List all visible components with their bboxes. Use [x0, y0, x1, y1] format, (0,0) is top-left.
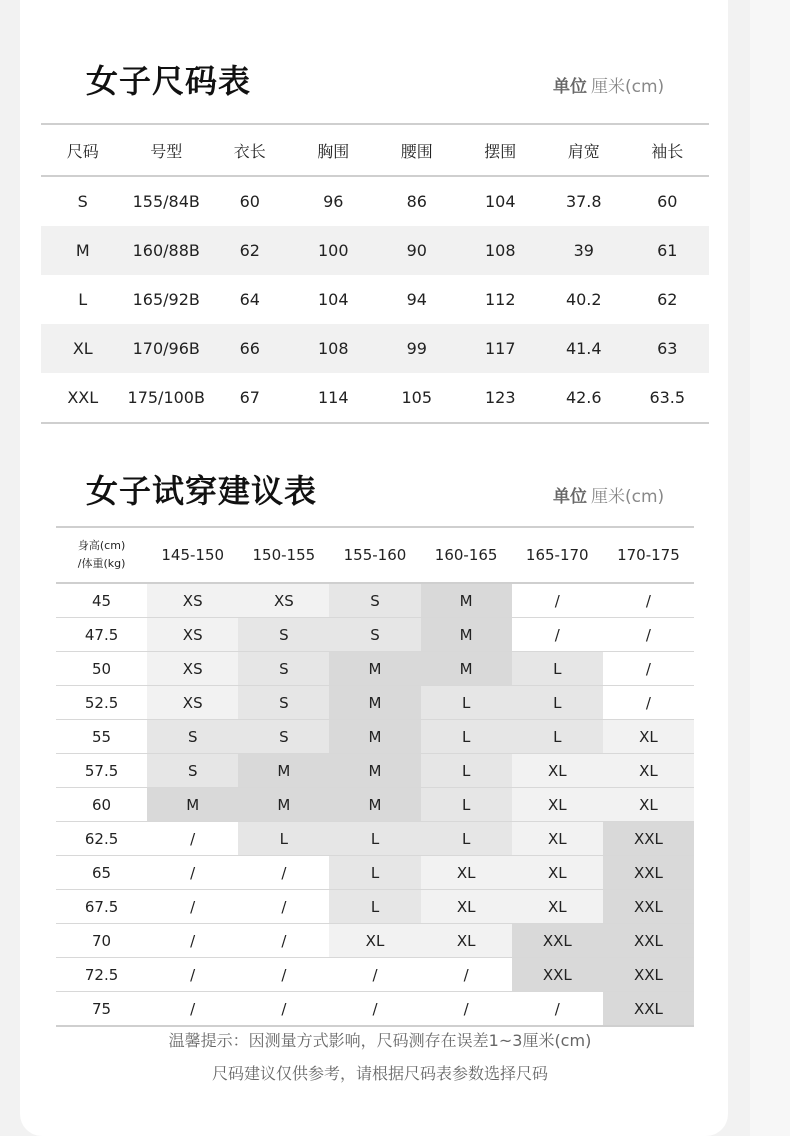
- fit-size-cell: XXL: [603, 856, 694, 890]
- size-cell: 61: [626, 226, 710, 275]
- fit-size-cell: /: [238, 958, 329, 992]
- fit-size-cell: S: [147, 754, 238, 788]
- size-cell: 99: [375, 324, 459, 373]
- fit-size-cell: XL: [512, 890, 603, 924]
- fit-size-cell: XL: [421, 924, 512, 958]
- fit-chart-title: 女子试穿建议表: [86, 472, 318, 510]
- unit-label: 单位: [553, 77, 587, 97]
- fit-weight-cell: 62.5: [56, 822, 147, 856]
- fit-size-cell: XXL: [603, 958, 694, 992]
- size-cell: 94: [406, 290, 427, 309]
- fit-height-header: 165-170: [512, 527, 603, 583]
- fit-table-row: [56, 958, 694, 992]
- fit-height-header: 160-165: [421, 527, 512, 583]
- fit-size-cell: /: [238, 992, 329, 1027]
- fit-size-cell: XL: [603, 788, 694, 822]
- size-col-header: 号型: [125, 124, 209, 176]
- size-col-header: 袖长: [626, 124, 710, 176]
- fit-size-cell: /: [329, 958, 420, 992]
- size-table-row: [41, 373, 709, 423]
- fit-size-cell: XS: [147, 618, 238, 652]
- size-cell: 155/84B: [132, 192, 200, 211]
- fit-size-cell: XL: [512, 822, 603, 856]
- fit-size-cell: XL: [512, 754, 603, 788]
- size-cell: 37.8: [565, 192, 602, 211]
- fit-size-cell: L: [512, 720, 603, 754]
- fit-table-row: [56, 686, 694, 720]
- fit-size-cell: M: [238, 754, 329, 788]
- corner-height-label: 身高(cm): [77, 539, 126, 552]
- size-cell: 60: [657, 192, 678, 211]
- size-cell: 42.6: [565, 388, 602, 407]
- size-col-header: 胸围: [292, 124, 376, 176]
- note-line-1: 温馨提示：因测量方式影响，尺码测存在误差1~3厘米(cm): [168, 1031, 592, 1050]
- fit-size-cell: M: [421, 583, 512, 618]
- size-cell: 160/88B: [125, 226, 209, 275]
- fit-table-row: [56, 652, 694, 686]
- size-cell: 117: [459, 324, 543, 373]
- fit-size-cell: XS: [147, 583, 238, 618]
- fit-corner-header: [56, 527, 147, 583]
- fit-size-cell: M: [329, 754, 420, 788]
- size-cell: 104: [484, 192, 516, 211]
- fit-size-cell: L: [512, 686, 603, 720]
- fit-size-cell: M: [329, 788, 420, 822]
- fit-size-cell: XXL: [603, 992, 694, 1027]
- size-cell: S: [77, 192, 88, 211]
- unit-label: 单位: [553, 487, 587, 507]
- fit-size-cell: XL: [421, 856, 512, 890]
- size-cell: 112: [484, 290, 516, 309]
- fit-size-cell: /: [512, 583, 603, 618]
- fit-size-cell: L: [329, 856, 420, 890]
- fit-size-cell: /: [147, 924, 238, 958]
- fit-table-row: [56, 618, 694, 652]
- fit-weight-cell: 60: [56, 788, 147, 822]
- size-cell: 64: [239, 290, 260, 309]
- fit-size-cell: M: [329, 686, 420, 720]
- size-table-row: [41, 324, 709, 373]
- size-chart-unit: [553, 72, 664, 97]
- fit-size-cell: /: [238, 856, 329, 890]
- size-cell: 100: [292, 226, 376, 275]
- size-cell: 63.5: [649, 388, 686, 407]
- size-cell: 86: [406, 192, 427, 211]
- fit-table-row: [56, 992, 694, 1027]
- fit-size-cell: /: [147, 992, 238, 1027]
- size-table: [41, 123, 709, 424]
- fit-size-cell: M: [329, 652, 420, 686]
- size-cell: 114: [317, 388, 349, 407]
- fit-size-cell: /: [421, 992, 512, 1027]
- fit-size-cell: L: [329, 822, 420, 856]
- fit-weight-cell: 55: [56, 720, 147, 754]
- fit-weight-cell: 45: [56, 583, 147, 618]
- size-cell: 66: [208, 324, 292, 373]
- fit-table: [56, 526, 694, 1027]
- fit-table-row: [56, 924, 694, 958]
- fit-table-row: [56, 583, 694, 618]
- fit-size-cell: /: [147, 890, 238, 924]
- fit-size-cell: M: [421, 652, 512, 686]
- fit-weight-cell: 52.5: [56, 686, 147, 720]
- fit-size-cell: S: [238, 720, 329, 754]
- fit-size-cell: L: [329, 890, 420, 924]
- fit-size-cell: M: [329, 720, 420, 754]
- fit-height-header: 150-155: [238, 527, 329, 583]
- fit-size-cell: XL: [329, 924, 420, 958]
- fit-size-cell: /: [512, 992, 603, 1027]
- size-cell: 62: [208, 226, 292, 275]
- fit-table-header-row: [56, 527, 694, 583]
- size-cell: 60: [239, 192, 260, 211]
- size-col-header: 尺码: [41, 124, 125, 176]
- fit-size-cell: M: [147, 788, 238, 822]
- fit-height-header: 145-150: [147, 527, 238, 583]
- size-cell: 165/92B: [132, 290, 200, 309]
- fit-size-cell: /: [147, 822, 238, 856]
- size-cell: 123: [484, 388, 516, 407]
- fit-size-cell: /: [512, 618, 603, 652]
- fit-table-row: [56, 720, 694, 754]
- fit-weight-cell: 70: [56, 924, 147, 958]
- size-cell: 108: [292, 324, 376, 373]
- size-col-header: 摆围: [459, 124, 543, 176]
- fit-size-cell: L: [421, 754, 512, 788]
- size-cell: 39: [542, 226, 626, 275]
- fit-size-cell: XXL: [512, 924, 603, 958]
- size-cell: 62: [657, 290, 678, 309]
- size-col-header: 衣长: [208, 124, 292, 176]
- fit-weight-cell: 65: [56, 856, 147, 890]
- fit-size-cell: /: [603, 618, 694, 652]
- fit-size-cell: /: [238, 890, 329, 924]
- size-cell: 63: [626, 324, 710, 373]
- size-cell: 67: [239, 388, 260, 407]
- size-table-row: [41, 275, 709, 324]
- size-table-row: [41, 226, 709, 275]
- fit-size-cell: L: [238, 822, 329, 856]
- fit-size-cell: XL: [421, 890, 512, 924]
- fit-size-cell: L: [421, 822, 512, 856]
- fit-size-cell: /: [147, 856, 238, 890]
- size-cell: 40.2: [565, 290, 602, 309]
- fit-table-row: [56, 856, 694, 890]
- fit-size-cell: XXL: [603, 890, 694, 924]
- fit-weight-cell: 57.5: [56, 754, 147, 788]
- size-col-header: 肩宽: [542, 124, 626, 176]
- fit-weight-cell: 72.5: [56, 958, 147, 992]
- fit-size-cell: /: [603, 686, 694, 720]
- fit-size-cell: XL: [603, 720, 694, 754]
- fit-size-cell: XS: [238, 583, 329, 618]
- size-table-row: [41, 176, 709, 226]
- fit-chart-unit: [553, 482, 664, 507]
- fit-size-cell: /: [147, 958, 238, 992]
- fit-size-cell: /: [329, 992, 420, 1027]
- size-cell: 104: [317, 290, 349, 309]
- size-cell: 108: [459, 226, 543, 275]
- fit-size-cell: M: [421, 618, 512, 652]
- fit-size-cell: S: [238, 686, 329, 720]
- fit-size-cell: XXL: [512, 958, 603, 992]
- fit-size-cell: XXL: [603, 924, 694, 958]
- fit-weight-cell: 67.5: [56, 890, 147, 924]
- size-cell: 170/96B: [125, 324, 209, 373]
- fit-table-row: [56, 788, 694, 822]
- fit-size-cell: S: [238, 652, 329, 686]
- size-cell: 41.4: [542, 324, 626, 373]
- size-cell: 105: [401, 388, 433, 407]
- fit-size-cell: L: [421, 720, 512, 754]
- fit-height-header: 170-175: [603, 527, 694, 583]
- unit-value: 厘米(cm): [591, 77, 665, 97]
- fit-size-cell: XL: [512, 856, 603, 890]
- fit-table-row: [56, 754, 694, 788]
- fit-size-cell: XXL: [603, 822, 694, 856]
- fit-size-cell: S: [329, 583, 420, 618]
- fit-size-cell: XS: [147, 686, 238, 720]
- corner-weight-label: /体重(kg): [77, 557, 126, 570]
- fit-size-cell: /: [421, 958, 512, 992]
- fit-size-cell: XL: [603, 754, 694, 788]
- fit-size-cell: /: [603, 652, 694, 686]
- fit-table-row: [56, 822, 694, 856]
- right-margin-strip: [750, 0, 790, 1136]
- size-cell: M: [41, 226, 125, 275]
- fit-weight-cell: 50: [56, 652, 147, 686]
- size-cell: 96: [323, 192, 344, 211]
- fit-weight-cell: 47.5: [56, 618, 147, 652]
- size-cell: L: [78, 290, 88, 309]
- fit-table-row: [56, 890, 694, 924]
- fit-size-cell: XL: [512, 788, 603, 822]
- unit-value: 厘米(cm): [591, 487, 665, 507]
- fit-height-header: 155-160: [329, 527, 420, 583]
- fit-weight-cell: 75: [56, 992, 147, 1027]
- fit-size-cell: XS: [147, 652, 238, 686]
- size-cell: XXL: [67, 388, 99, 407]
- note-line-2: 尺码建议仅供参考，请根据尺码表参数选择尺码: [211, 1064, 548, 1083]
- fit-size-cell: /: [603, 583, 694, 618]
- size-cell: 175/100B: [127, 388, 205, 407]
- fit-size-cell: S: [147, 720, 238, 754]
- size-col-header: 腰围: [375, 124, 459, 176]
- fit-size-cell: S: [329, 618, 420, 652]
- size-cell: 90: [375, 226, 459, 275]
- fit-size-cell: M: [238, 788, 329, 822]
- size-chart-title: 女子尺码表: [86, 62, 252, 100]
- fit-size-cell: L: [421, 686, 512, 720]
- size-table-header-row: [41, 124, 709, 176]
- fit-size-cell: /: [238, 924, 329, 958]
- fit-size-cell: S: [238, 618, 329, 652]
- fit-size-cell: L: [512, 652, 603, 686]
- fit-size-cell: L: [421, 788, 512, 822]
- size-cell: XL: [41, 324, 125, 373]
